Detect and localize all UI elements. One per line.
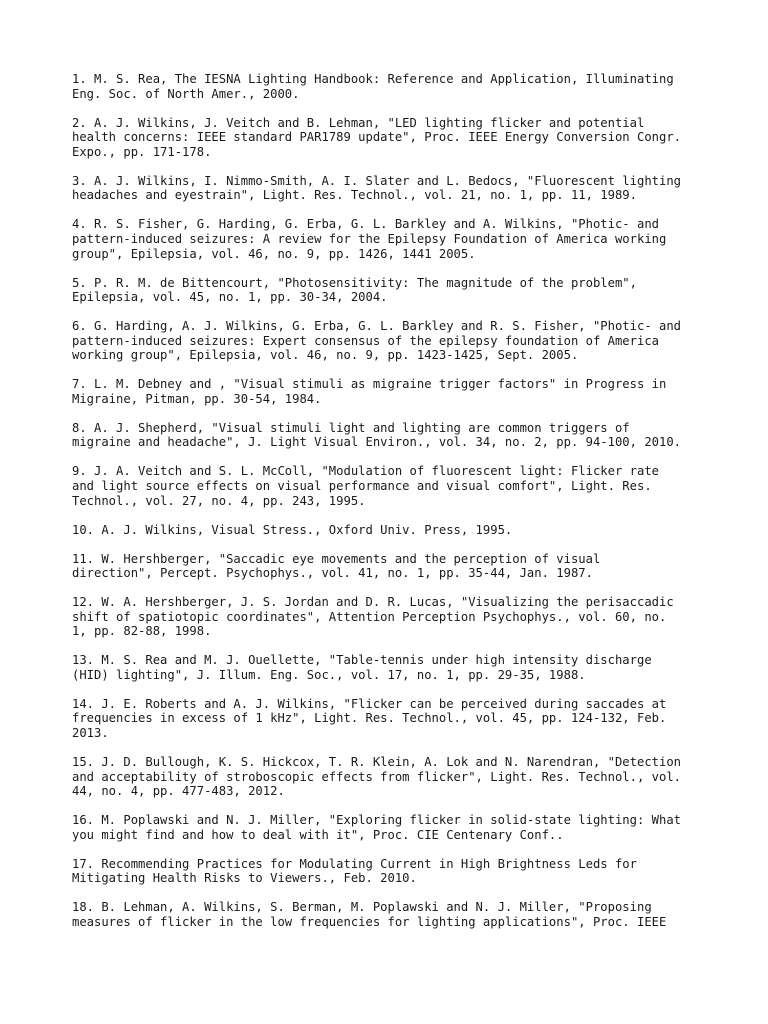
reference-item-13: 13. M. S. Rea and M. J. Ouellette, "Table-tennis under high intensity discharge (HID) lighting", J. Illum. Eng. Soc., vol. 17, no. 1, pp. 29-35, 1988. — [72, 653, 652, 682]
reference-item-3: 3. A. J. Wilkins, I. Nimmo-Smith, A. I. Slater and L. Bedocs, "Fluorescent lighting headaches and eyestrain", Light. Res. Technol., vol. 21, no. 1, pp. 11, 1989. — [72, 173, 682, 203]
reference-item-6: 6. G. Harding, A. J. Wilkins, G. Erba, G. L. Barkley and R. S. Fisher, "Photic- and pattern-induced seizures: Expert consensus of the epilepsy foundation of America working group", Epilepsia, vol. 46, no. 9, pp. 1423-1425, Sept. 2005. — [72, 319, 682, 363]
reference-item-4: 4. R. S. Fisher, G. Harding, G. Erba, G. L. Barkley and A. Wilkins, "Photic- and pattern-induced seizures: A review for the Epilepsy Foundation of America working group", Epilepsia, vol. 46, no. 9, pp. 1426, 1441 2005. — [72, 217, 667, 261]
reference-item-2: 2. A. J. Wilkins, J. Veitch and B. Lehman, "LED lighting flicker and potential health concerns: IEEE standard PAR1789 update", Proc. IEEE Energy Conversion Congr. Expo., pp. 171-178. — [72, 115, 682, 159]
reference-item-10: 10. A. J. Wilkins, Visual Stress., Oxford Univ. Press, 1995. — [72, 522, 513, 537]
reference-item-12: 12. W. A. Hershberger, J. S. Jordan and D. R. Lucas, "Visualizing the perisaccadic shift of spatiotopic coordinates", Attention Perception Psychophys., vol. 60, no. 1, pp. 82-88, 1998. — [72, 595, 674, 639]
reference-item-17: 17. Recommending Practices for Modulating Current in High Brightness Leds for Mitigating Health Risks to Viewers., Feb. 2010. — [72, 856, 637, 886]
reference-item-11: 11. W. Hershberger, "Saccadic eye movements and the perception of visual direction", Percept. Psychophys., vol. 41, no. 1, pp. 35-44, Jan. 1987. — [72, 551, 601, 581]
reference-item-5: 5. P. R. M. de Bittencourt, "Photosensitivity: The magnitude of the problem", Epilepsia, vol. 45, no. 1, pp. 30-34, 2004. — [72, 275, 637, 305]
reference-item-8: 8. A. J. Shepherd, "Visual stimuli light and lighting are common triggers of migraine and headache", J. Light Visual Environ., vol. 34, no. 2, pp. 94-100, 2010. — [72, 420, 682, 450]
reference-list — [72, 72, 712, 944]
reference-item-14: 14. J. E. Roberts and A. J. Wilkins, "Flicker can be perceived during saccades at frequencies in excess of 1 kHz", Light. Res. Technol., vol. 45, pp. 124-132, Feb. 2013. — [72, 696, 667, 741]
reference-item-16: 16. M. Poplawski and N. J. Miller, "Exploring flicker in solid-state lighting: What you might find and how to deal with it", Proc. CIE Centenary Conf.. — [72, 813, 682, 842]
reference-item-1: 1. M. S. Rea, The IESNA Lighting Handbook: Reference and Application, Illuminating Eng. Soc. of North Amer., 2000. — [72, 72, 674, 101]
reference-item-7: 7. L. M. Debney and , "Visual stimuli as migraine trigger factors" in Progress in Migraine, Pitman, pp. 30-54, 1984. — [72, 377, 667, 406]
reference-item-18: 18. B. Lehman, A. Wilkins, S. Berman, M. Poplawski and N. J. Miller, "Proposing measures of flicker in the low frequencies for lighting applications", Proc. IEEE — [72, 900, 667, 929]
reference-item-15: 15. J. D. Bullough, K. S. Hickcox, T. R. Klein, A. Lok and N. Narendran, "Detection and acceptability of stroboscopic effects from flicker", Light. Res. Technol., vol. 44, no. 4, pp. 477-483, 2012. — [72, 755, 682, 799]
reference-item-9: 9. J. A. Veitch and S. L. McColl, "Modulation of fluorescent light: Flicker rate and light source effects on visual performance and visual comfort", Light. Res. Technol., vol. 27, no. 4, pp. 243, 1995. — [72, 464, 659, 508]
